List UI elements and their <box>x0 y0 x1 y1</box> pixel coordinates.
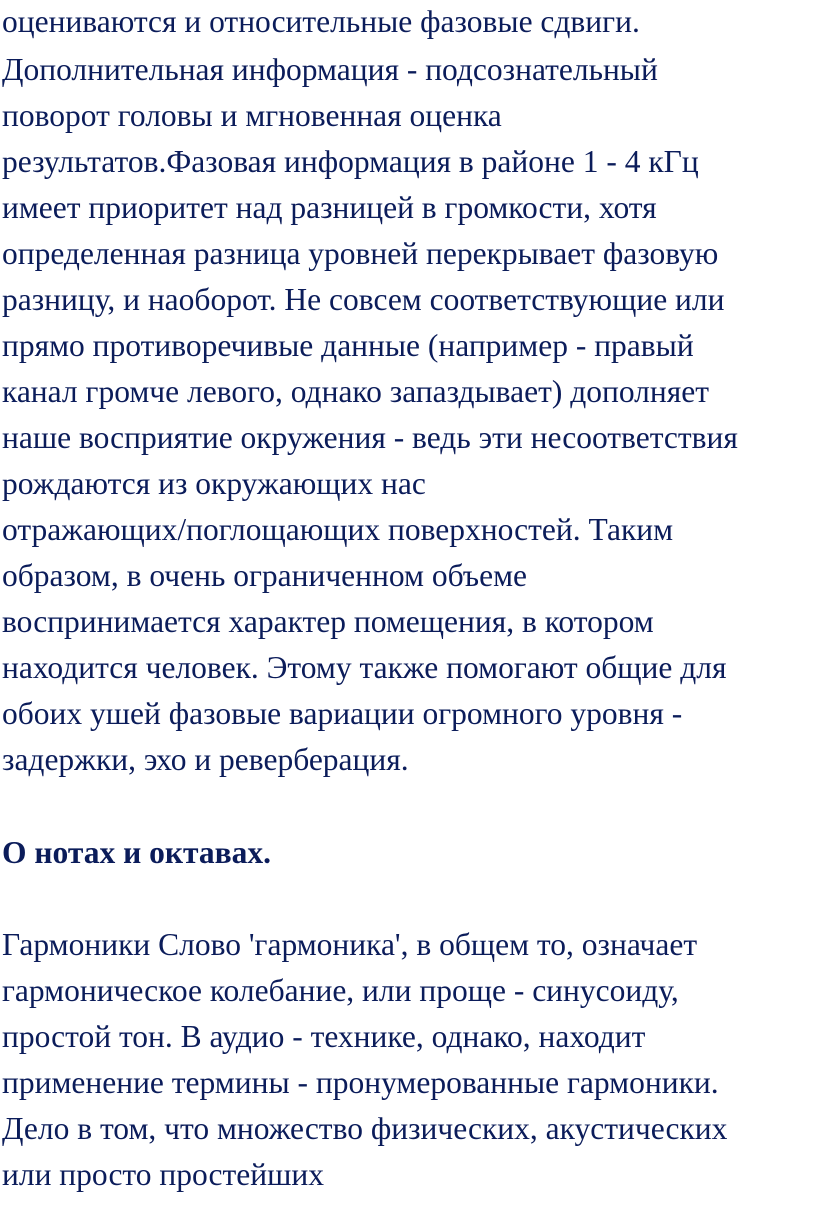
text-line: имеет приоритет над разницей в громкости, хотя <box>2 190 657 225</box>
text-line: поворот головы и мгновенная оценка <box>2 98 502 133</box>
text-line: оцениваются и относительные фазовые сдвиги. <box>2 4 640 39</box>
text-line: обоих ушей фазовые вариации огромного уровня - <box>2 696 683 731</box>
text-line: задержки, эхо и реверберация. <box>2 742 409 777</box>
text-line: определенная разница уровней перекрывает фазовую <box>2 236 719 271</box>
text-line: Дело в том, что множество физических, акустических <box>2 1111 728 1146</box>
text-line: наше восприятие окружения - ведь эти несоответствия <box>2 420 738 455</box>
text-line: Гармоники Слово 'гармоника', в общем то, означает <box>2 927 698 962</box>
text-line: воспринимается характер помещения, в котором <box>2 604 654 639</box>
text-line: находится человек. Этому также помогают общие для <box>2 650 727 685</box>
text-line: Дополнительная информация - подсознательный <box>2 52 658 87</box>
text-line: результатов.Фазовая информация в районе 1 - 4 кГц <box>2 144 699 179</box>
text-line: образом, в очень ограниченном объеме <box>2 558 527 593</box>
text-line: гармоническое колебание, или проще - синусоиду, <box>2 973 679 1008</box>
text-line: рождаются из окружающих нас <box>2 466 426 501</box>
text-line: или просто простейших <box>2 1157 324 1192</box>
text-line: прямо противоречивые данные (например - правый <box>2 328 694 363</box>
text-line: простой тон. В аудио - технике, однако, находит <box>2 1019 646 1054</box>
text-line: разницу, и наоборот. Не совсем соответствующие или <box>2 282 725 317</box>
section-heading: О нотах и октавах. <box>2 835 272 870</box>
text-line: применение термины - пронумерованные гармоники. <box>2 1065 719 1100</box>
text-line: отражающих/поглощающих поверхностей. Таким <box>2 512 674 547</box>
text-line: канал громче левого, однако запаздывает) дополняет <box>2 374 709 409</box>
